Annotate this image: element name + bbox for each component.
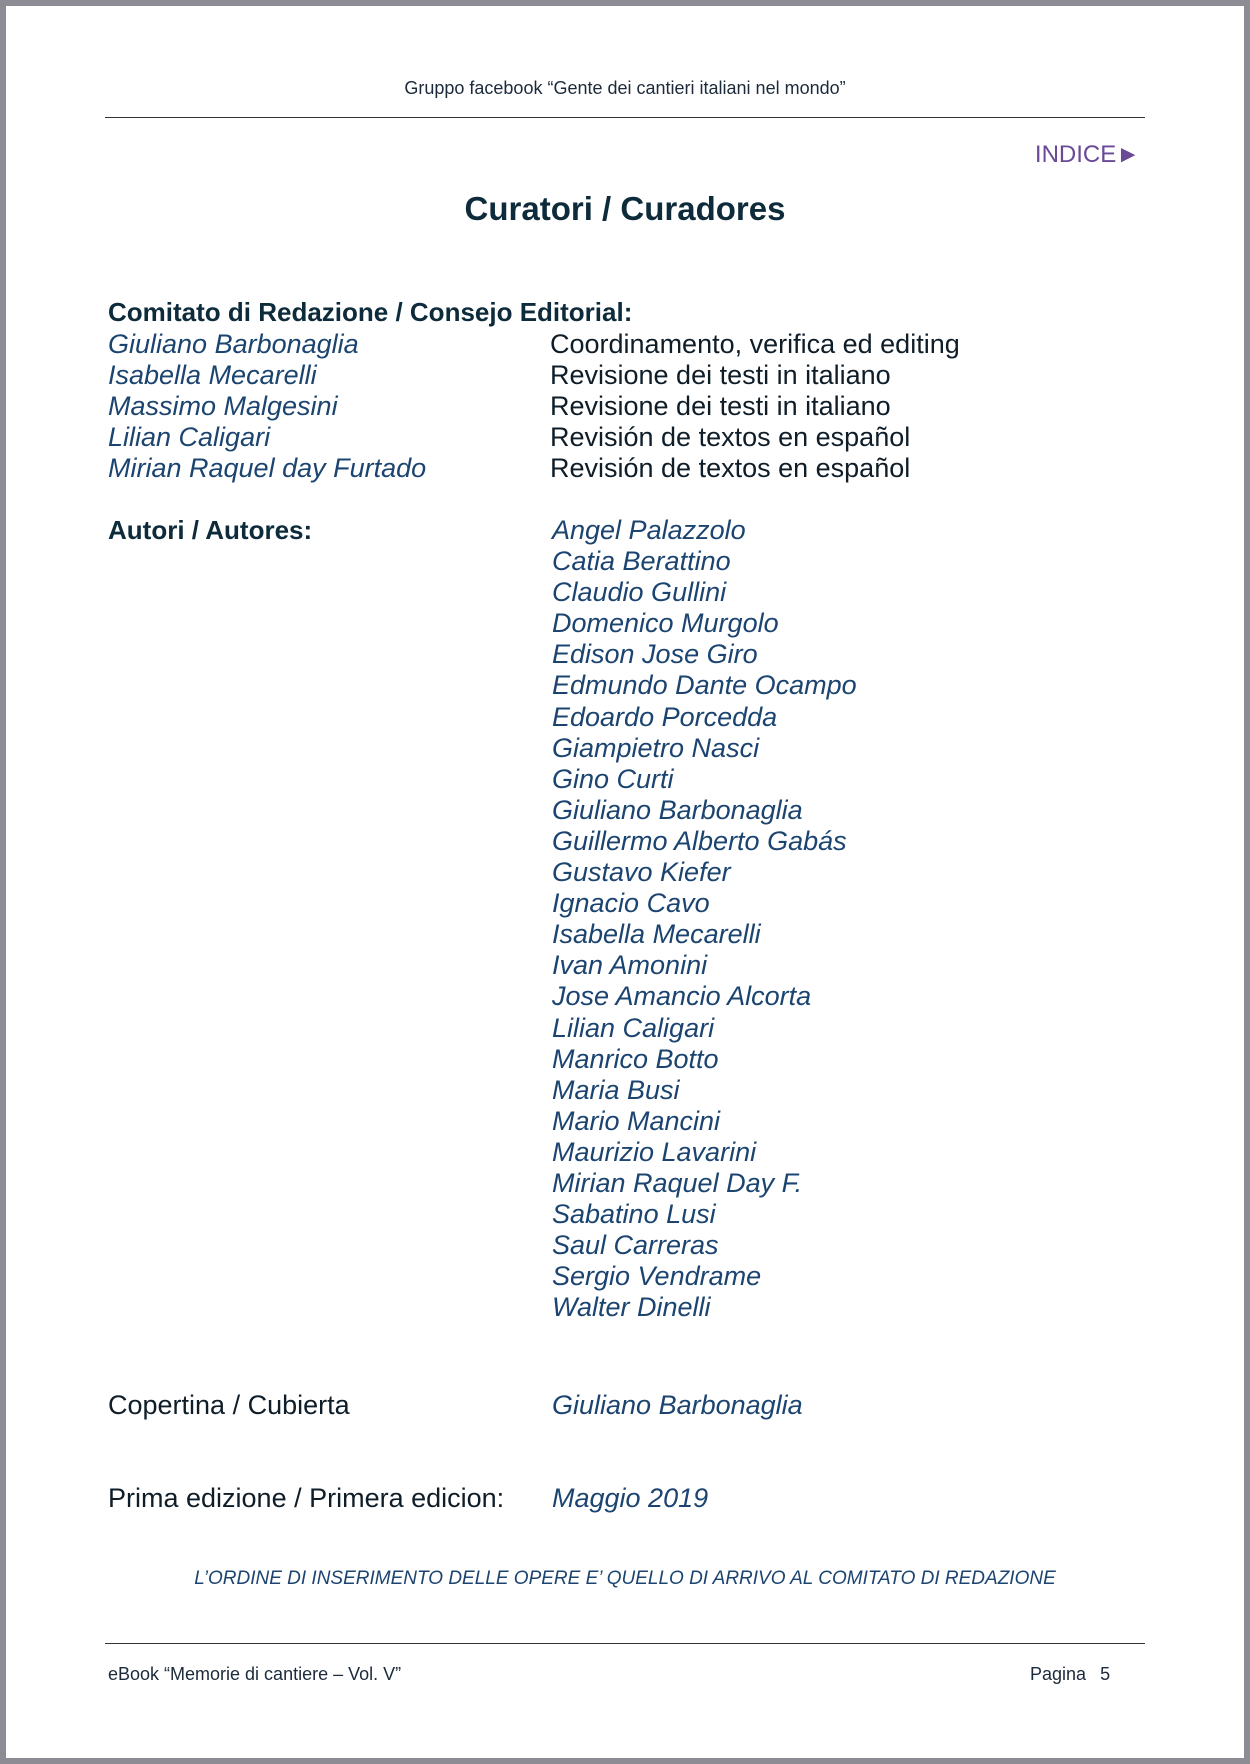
footer-title: eBook “Memorie di cantiere – Vol. V” [108,1664,402,1684]
authors-label: Autori / Autores: [108,515,313,545]
author-name: Giuliano Barbonaglia [552,794,803,825]
editorial-row [108,453,960,484]
editorial-row [108,391,960,422]
page-label: Pagina [1030,1664,1087,1684]
edition-label: Prima edizione / Primera edicion: [108,1483,505,1513]
editor-role: Revisión de textos en español [550,422,911,452]
indice-link[interactable]: INDICE► [1034,141,1140,168]
header-divider [105,117,1145,118]
editor-role: Revisione dei testi in italiano [550,391,891,421]
editorial-list [108,329,960,484]
editorial-label: Comitato di Redazione / Consejo Editorial: [108,297,633,327]
author-name: Maurizio Lavarini [552,1136,757,1167]
editor-role: Revisión de textos en español [550,453,911,483]
author-name: Lilian Caligari [552,1012,715,1043]
author-name: Gustavo Kiefer [552,857,731,888]
author-name: Edmundo Dante Ocampo [552,670,857,701]
author-name: Domenico Murgolo [552,608,779,639]
author-name: Manrico Botto [552,1043,719,1074]
author-name: Guillermo Alberto Gabás [552,825,847,856]
cover-label: Copertina / Cubierta [108,1390,350,1420]
editor-role: Revisione dei testi in italiano [550,360,891,390]
page-number-block [1030,1664,1110,1685]
page-title: Curatori / Curadores [464,190,786,227]
cover-value: Giuliano Barbonaglia [552,1390,803,1420]
author-name: Angel Palazzolo [552,515,746,545]
editor-role: Coordinamento, verifica ed editing [550,329,960,359]
footer-divider [105,1643,1145,1644]
editor-name: Lilian Caligari [108,422,271,452]
editor-name: Mirian Raquel day Furtado [108,453,427,483]
author-name: Saul Carreras [552,1230,719,1261]
author-name: Gino Curti [552,763,674,794]
editorial-row [108,329,960,360]
editor-name: Massimo Malgesini [108,391,338,421]
order-note: L’ORDINE DI INSERIMENTO DELLE OPERE E’ QUELLO DI ARRIVO AL COMITATO DI REDAZIONE [194,1568,1056,1589]
edition-value: Maggio 2019 [552,1483,709,1513]
editorial-row [108,360,960,391]
author-name: Claudio Gullini [552,577,727,608]
author-name: Giampietro Nasci [552,732,760,763]
editor-name: Giuliano Barbonaglia [108,329,359,359]
editor-name: Isabella Mecarelli [108,360,317,390]
author-name: Edoardo Porcedda [552,701,778,732]
author-name: Walter Dinelli [552,1292,711,1323]
author-name: Maria Busi [552,1074,680,1105]
author-name: Jose Amancio Alcorta [552,981,812,1012]
author-name: Mario Mancini [552,1105,721,1136]
author-name: Catia Berattino [552,546,731,577]
page-header: Gruppo facebook “Gente dei cantieri italiani nel mondo” [404,78,846,98]
author-name: Mirian Raquel Day F. [552,1167,803,1198]
authors-list [552,515,857,1323]
editorial-row [108,422,960,453]
author-name: Edison Jose Giro [552,639,758,670]
author-name: Ivan Amonini [552,950,708,981]
page-number: 5 [1100,1664,1111,1684]
author-name: Isabella Mecarelli [552,919,761,950]
author-name: Sergio Vendrame [552,1261,762,1292]
author-name: Ignacio Cavo [552,888,710,919]
author-name: Sabatino Lusi [552,1199,716,1230]
